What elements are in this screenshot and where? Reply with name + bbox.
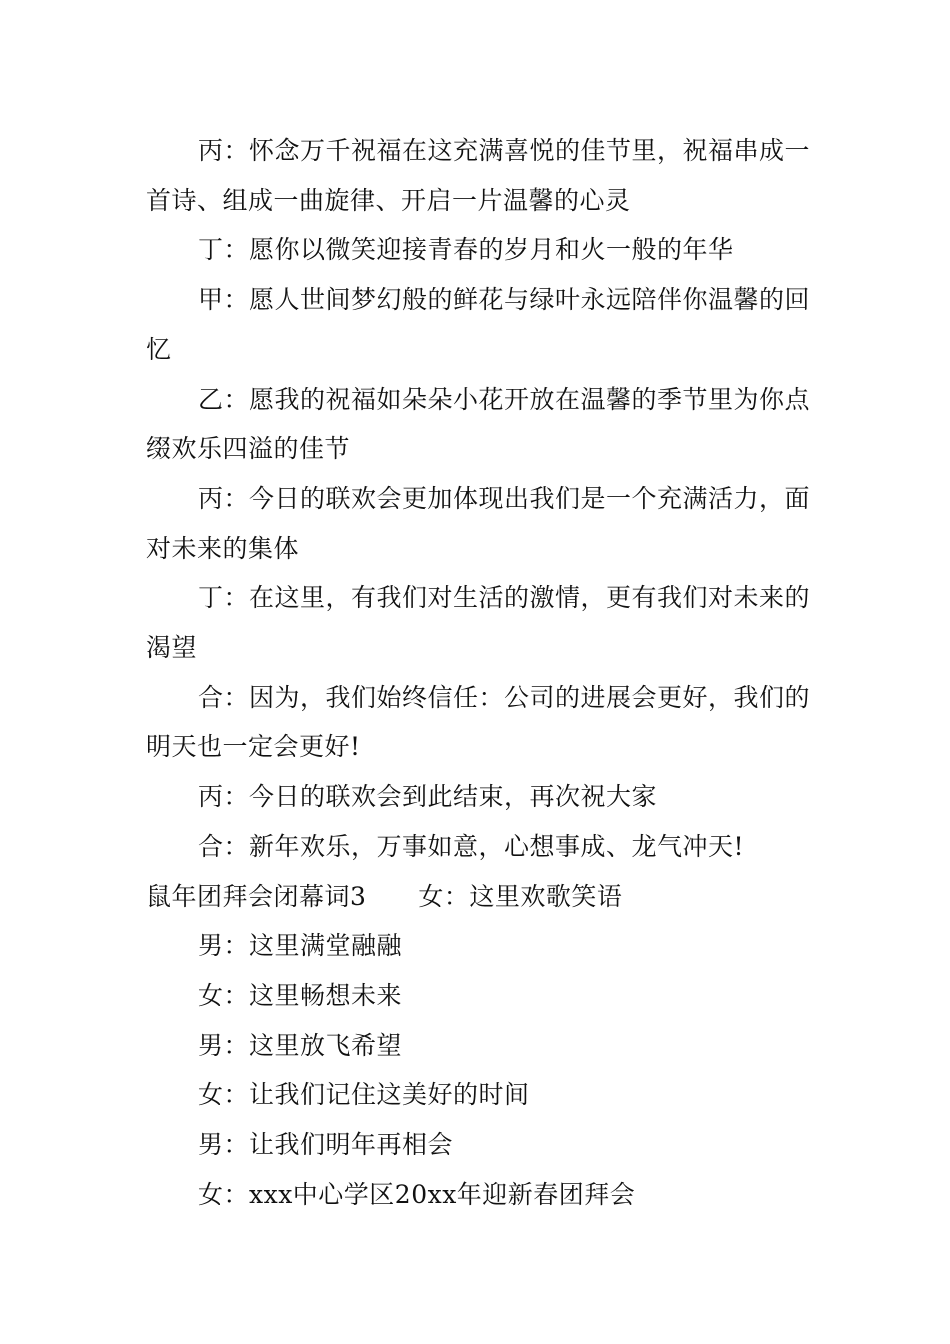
paragraph: 甲：愿人世间梦幻般的鲜花与绿叶永远陪伴你温馨的回忆: [146, 285, 811, 364]
section-heading-line: [146, 872, 810, 922]
section-first-line: 女：这里欢歌笑语: [418, 881, 623, 911]
paragraph: 丙：今日的联欢会到此结束，再次祝大家: [198, 782, 658, 812]
dialogue-line: 女：这里畅想未来: [198, 980, 403, 1010]
dialogue-line: 男：这里放飞希望: [198, 1030, 403, 1060]
paragraph: 丁：在这里，有我们对生活的激情，更有我们对未来的渴望: [146, 583, 811, 663]
dialogue-line: 男：这里满堂融融: [198, 931, 403, 961]
paragraph: 丙：怀念万千祝福在这充满喜悦的佳节里，祝福串成一首诗、组成一曲旋律、开启一片温馨的心灵: [146, 136, 811, 215]
paragraph: 丁：愿你以微笑迎接青春的岁月和火一般的年华: [198, 235, 734, 265]
paragraph: 丙：今日的联欢会更加体现出我们是一个充满活力，面对未来的集体: [146, 483, 811, 563]
paragraph: 乙：愿我的祝福如朵朵小花开放在温馨的季节里为你点缀欢乐四溢的佳节: [146, 384, 811, 464]
paragraph: 合：新年欢乐，万事如意，心想事成、龙气冲天!: [198, 831, 745, 861]
dialogue-line: 女：xxx中心学区20xx年迎新春团拜会: [198, 1179, 636, 1209]
paragraph: 合：因为，我们始终信任：公司的进展会更好，我们的明天也一定会更好!: [146, 682, 811, 762]
dialogue-line: 女：让我们记住这美好的时间: [198, 1080, 530, 1110]
document-body: [146, 126, 810, 1219]
dialogue-line: 男：让我们明年再相会: [198, 1130, 454, 1160]
section-title: 鼠年团拜会闭幕词3: [146, 881, 367, 911]
